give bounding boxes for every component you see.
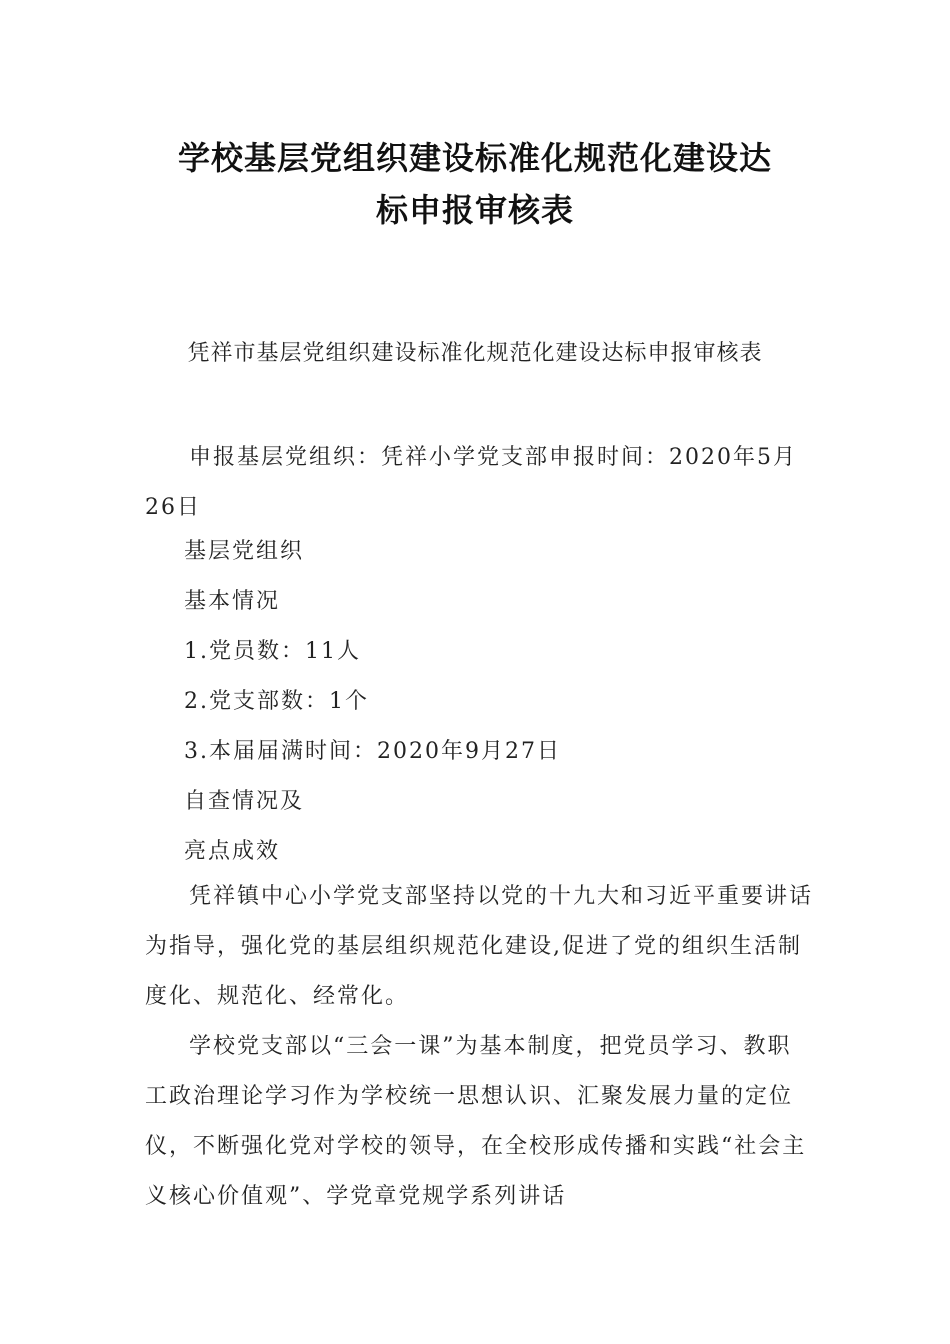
document-subtitle: 凭祥市基层党组织建设标准化规范化建设达标申报审核表	[187, 341, 763, 366]
term-end-item: 3.本届届满时间：2020年9月27日	[184, 739, 561, 764]
section-heading-basic-line-1: 基层党组织	[184, 539, 305, 564]
section-heading-self-check-line-1: 自查情况及	[184, 789, 305, 814]
document-title-line-1: 学校基层党组织建设标准化规范化建设达	[177, 139, 772, 177]
section-heading-basic-line-2: 基本情况	[184, 589, 281, 614]
body-paragraph-1: 凭祥镇中心小学党支部坚持以党的十九大和习近平重要讲话为指导，强化党的基层组织规范化建设,促进了党的组织生活制度化、规范化、经常化。	[145, 884, 814, 1009]
member-count-item: 1.党员数：11人	[184, 639, 361, 664]
section-heading-self-check-line-2: 亮点成效	[184, 839, 281, 864]
document-title-line-2: 标申报审核表	[375, 191, 574, 229]
branch-count-item: 2.党支部数：1个	[184, 689, 369, 714]
body-paragraph-2: 学校党支部以“三会一课”为基本制度，把党员学习、教职工政治理论学习作为学校统一思想认识、汇聚发展力量的定位仪，不断强化党对学校的领导，在全校形成传播和实践“社会主义核心价值观”、学党章党规学系列讲话	[145, 1034, 807, 1209]
applicant-info: 申报基层党组织：凭祥小学党支部申报时间：2020年5月26日	[145, 445, 797, 520]
